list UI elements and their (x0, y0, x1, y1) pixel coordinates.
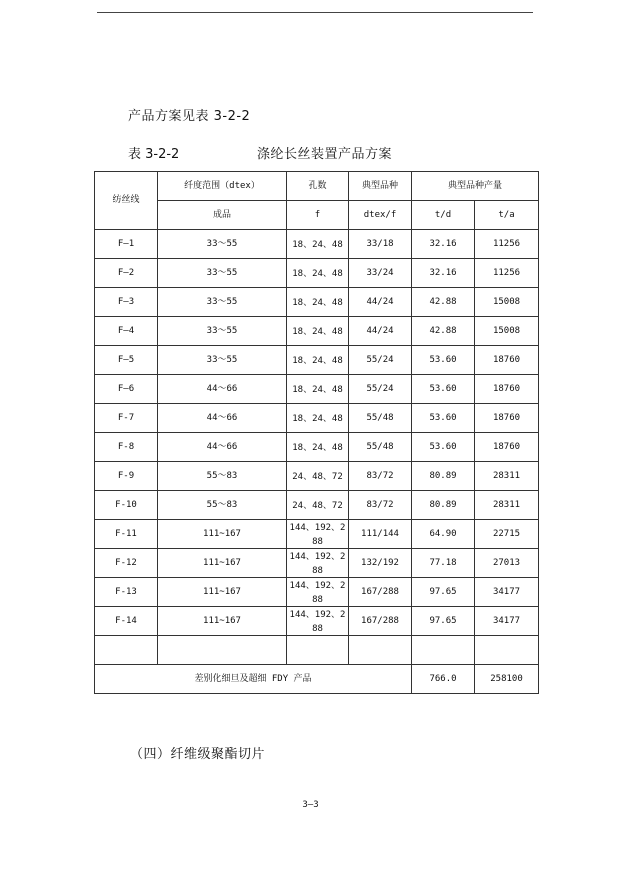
cell-range: 33～55 (158, 346, 287, 375)
cell-range: 44～66 (158, 375, 287, 404)
table-caption-title: 涤纶长丝装置产品方案 (257, 147, 393, 162)
table-row (95, 346, 539, 375)
table-row (95, 288, 539, 317)
cell-holes (287, 230, 349, 259)
cell-td: 77.18 (412, 549, 475, 578)
cell-ta: 27013 (475, 549, 539, 578)
cell-ta: 11256 (475, 259, 539, 288)
summary-label: 差别化细旦及超细 FDY 产品 (95, 665, 412, 694)
holes-text: 18、24、48 (292, 356, 343, 366)
table-row (95, 520, 539, 549)
cell-td: 53.60 (412, 433, 475, 462)
cell-holes (287, 549, 349, 578)
section-heading: （四）纤维级聚酯切片 (130, 747, 266, 762)
cell-typical: 44/24 (349, 288, 412, 317)
cell-range: 44～66 (158, 404, 287, 433)
table-header-row (95, 172, 539, 201)
cell-ta: 18760 (475, 346, 539, 375)
header-holes-sub: f (287, 201, 349, 230)
cell-holes (287, 375, 349, 404)
cell-ta: 15008 (475, 288, 539, 317)
cell-holes (287, 404, 349, 433)
cell-ta: 15008 (475, 317, 539, 346)
cell-range: 111~167 (158, 520, 287, 549)
cell-ta: 18760 (475, 404, 539, 433)
table-row (95, 404, 539, 433)
header-rule (97, 12, 533, 13)
cell-td: 53.60 (412, 346, 475, 375)
cell-td: 64.90 (412, 520, 475, 549)
table-caption-number: 表 3-2-2 (128, 147, 180, 162)
summary-ta: 258100 (475, 665, 539, 694)
cell-range: 111~167 (158, 578, 287, 607)
cell-typical: 111/144 (349, 520, 412, 549)
table-row (95, 549, 539, 578)
cell-td: 80.89 (412, 491, 475, 520)
cell-line: F-8 (95, 433, 158, 462)
header-typical-sub: dtex/f (349, 201, 412, 230)
table-row (95, 607, 539, 636)
cell-typical: 83/72 (349, 462, 412, 491)
table-summary-row (95, 665, 539, 694)
holes-text: 144、192、288 (289, 581, 346, 605)
header-fineness: 纤度范围（dtex） (158, 172, 287, 201)
cell-line: F—4 (95, 317, 158, 346)
cell-line: F—1 (95, 230, 158, 259)
header-output-td: t/d (412, 201, 475, 230)
cell-typical: 167/288 (349, 578, 412, 607)
summary-td: 766.0 (412, 665, 475, 694)
cell-line: F-11 (95, 520, 158, 549)
cell-line: F-14 (95, 607, 158, 636)
holes-text: 24、48、72 (292, 472, 343, 482)
cell-holes (287, 607, 349, 636)
cell-td: 32.16 (412, 230, 475, 259)
cell-line: F—2 (95, 259, 158, 288)
cell-line: F—5 (95, 346, 158, 375)
cell-holes (287, 317, 349, 346)
cell-holes (287, 491, 349, 520)
table-row (95, 317, 539, 346)
cell-ta: 11256 (475, 230, 539, 259)
cell-td: 97.65 (412, 578, 475, 607)
header-output-ta: t/a (475, 201, 539, 230)
product-plan-table (94, 171, 539, 694)
holes-text: 18、24、48 (292, 443, 343, 453)
cell-line: F-13 (95, 578, 158, 607)
cell-td: 32.16 (412, 259, 475, 288)
table-row (95, 578, 539, 607)
cell-td: 42.88 (412, 317, 475, 346)
cell-range: 111~167 (158, 607, 287, 636)
table-row (95, 433, 539, 462)
holes-text: 18、24、48 (292, 385, 343, 395)
holes-text: 144、192、288 (289, 610, 346, 634)
table-row (95, 230, 539, 259)
cell-ta: 18760 (475, 433, 539, 462)
cell-typical: 44/24 (349, 317, 412, 346)
holes-text: 18、24、48 (292, 269, 343, 279)
table-row (95, 462, 539, 491)
cell-ta: 28311 (475, 491, 539, 520)
holes-text: 18、24、48 (292, 327, 343, 337)
cell-range: 44～66 (158, 433, 287, 462)
page-number: 3—3 (302, 800, 319, 810)
cell-holes (287, 288, 349, 317)
cell-typical: 132/192 (349, 549, 412, 578)
holes-text: 24、48、72 (292, 501, 343, 511)
cell-td: 80.89 (412, 462, 475, 491)
cell-range: 33～55 (158, 317, 287, 346)
table-row (95, 375, 539, 404)
cell-holes (287, 520, 349, 549)
header-holes: 孔数 (287, 172, 349, 201)
cell-td: 53.60 (412, 404, 475, 433)
holes-text: 18、24、48 (292, 414, 343, 424)
cell-line: F—3 (95, 288, 158, 317)
cell-typical: 55/24 (349, 375, 412, 404)
cell-line: F-9 (95, 462, 158, 491)
cell-line: F—6 (95, 375, 158, 404)
cell-typical: 55/48 (349, 404, 412, 433)
cell-ta: 28311 (475, 462, 539, 491)
cell-range: 55～83 (158, 491, 287, 520)
header-fineness-sub: 成品 (158, 201, 287, 230)
cell-line: F-10 (95, 491, 158, 520)
table-body (95, 230, 539, 694)
cell-holes (287, 433, 349, 462)
cell-td: 53.60 (412, 375, 475, 404)
cell-holes (287, 346, 349, 375)
cell-typical: 55/24 (349, 346, 412, 375)
intro-text: 产品方案见表 3-2-2 (128, 109, 251, 124)
holes-text: 18、24、48 (292, 240, 343, 250)
cell-line: F-7 (95, 404, 158, 433)
cell-range: 33～55 (158, 288, 287, 317)
cell-ta: 34177 (475, 578, 539, 607)
holes-text: 144、192、288 (289, 523, 346, 547)
cell-typical: 55/48 (349, 433, 412, 462)
header-line: 纺丝线 (95, 172, 158, 230)
cell-td: 97.65 (412, 607, 475, 636)
cell-typical: 83/72 (349, 491, 412, 520)
header-output: 典型品种产量 (412, 172, 539, 201)
holes-text: 144、192、288 (289, 552, 346, 576)
cell-ta: 34177 (475, 607, 539, 636)
cell-range: 111~167 (158, 549, 287, 578)
cell-ta: 22715 (475, 520, 539, 549)
cell-typical: 167/288 (349, 607, 412, 636)
cell-line: F-12 (95, 549, 158, 578)
cell-range: 33～55 (158, 230, 287, 259)
cell-typical: 33/18 (349, 230, 412, 259)
header-typical: 典型品种 (349, 172, 412, 201)
cell-range: 55～83 (158, 462, 287, 491)
table-subheader-row (95, 201, 539, 230)
table-empty-row (95, 636, 539, 665)
cell-range: 33～55 (158, 259, 287, 288)
cell-td: 42.88 (412, 288, 475, 317)
cell-holes (287, 462, 349, 491)
table-row (95, 491, 539, 520)
holes-text: 18、24、48 (292, 298, 343, 308)
cell-holes (287, 259, 349, 288)
cell-typical: 33/24 (349, 259, 412, 288)
cell-ta: 18760 (475, 375, 539, 404)
table-row (95, 259, 539, 288)
cell-holes (287, 578, 349, 607)
